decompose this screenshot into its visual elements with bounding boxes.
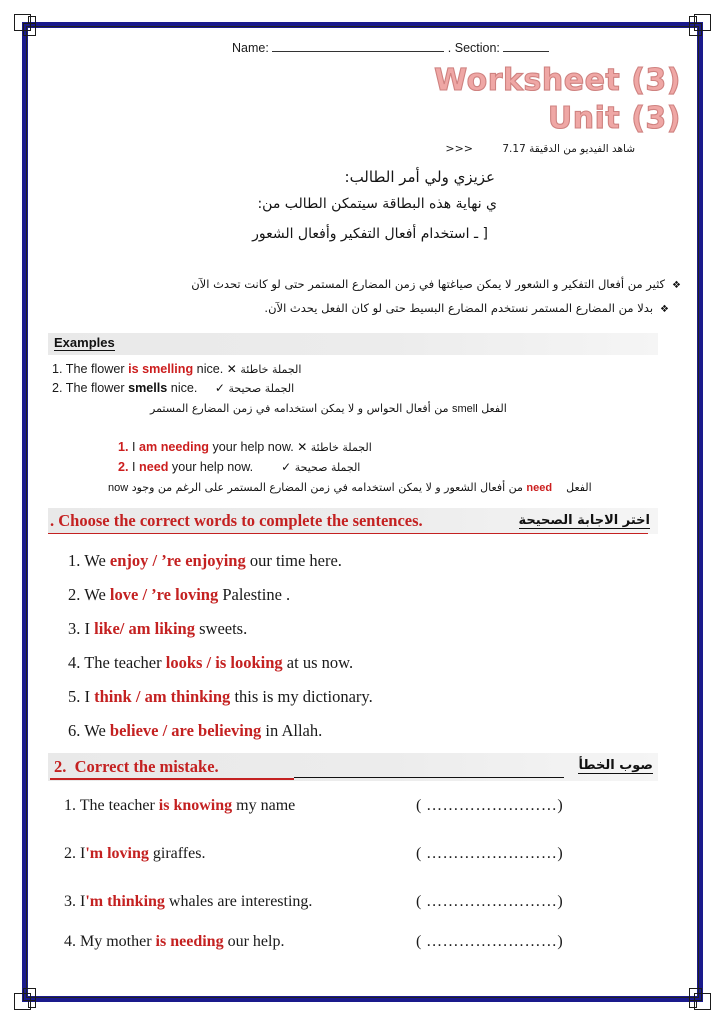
name-section-line bbox=[232, 41, 549, 55]
check-mark-icon: ✓ bbox=[214, 381, 225, 395]
list-item bbox=[81, 296, 681, 320]
section2-heading-text: Correct the mistake. bbox=[74, 757, 219, 776]
example-pre: I bbox=[132, 460, 140, 474]
question-number: 1. bbox=[68, 551, 81, 570]
question-number: 4. bbox=[64, 933, 76, 950]
question-number: 1. bbox=[64, 797, 76, 814]
example-post: your help now. bbox=[168, 460, 254, 474]
example-arabic-note: الجملة صحيحة bbox=[294, 461, 361, 474]
video-note-text: شاهد الفيديو من الدقيقة 7.17 bbox=[502, 143, 635, 155]
video-reference-note bbox=[445, 142, 635, 155]
example-pre: The flower bbox=[65, 381, 129, 395]
section2-number: 2. bbox=[54, 757, 67, 776]
question-pre: We bbox=[84, 721, 110, 740]
question-number: 3. bbox=[68, 619, 81, 638]
question-number: 5. bbox=[68, 687, 81, 706]
question-pre: The teacher bbox=[79, 797, 159, 814]
bullet-text: بدلا من المضارع المستمر نستخدم المضارع البسيط حتى لو كان الفعل يحدث الآن. bbox=[264, 301, 654, 316]
arrows-left-icon: <<< bbox=[445, 142, 474, 155]
explanation-verb: need bbox=[526, 482, 553, 494]
section1-heading-arabic: اختر الاجابة الصحيحة bbox=[518, 513, 650, 528]
example-verb: need bbox=[139, 460, 169, 474]
list-item bbox=[68, 721, 322, 741]
answer-choices[interactable]: believe / are believing bbox=[109, 721, 262, 740]
question-post: my name bbox=[232, 797, 296, 814]
cross-mark-icon: ✕ bbox=[226, 362, 237, 376]
title-line-unit: Unit (3) bbox=[547, 101, 681, 137]
example-pre: I bbox=[132, 440, 140, 454]
question-pre: The teacher bbox=[84, 653, 166, 672]
mistake-phrase[interactable]: 'm loving bbox=[85, 845, 149, 862]
list-item bbox=[81, 272, 681, 296]
section2-heading-english bbox=[54, 757, 219, 777]
example-arabic-note: الجملة خاطئة bbox=[310, 441, 372, 454]
question-pre: I bbox=[84, 619, 95, 638]
examples-heading-band bbox=[48, 333, 658, 355]
name-input-rule[interactable] bbox=[272, 51, 444, 52]
example-explanation-1 bbox=[150, 402, 507, 415]
question-number: 6. bbox=[68, 721, 81, 740]
list-item bbox=[64, 797, 295, 815]
explanation-prefix: الفعل bbox=[481, 402, 507, 415]
mistake-phrase[interactable]: is needing bbox=[155, 933, 224, 950]
worksheet-title bbox=[434, 62, 681, 139]
mistake-phrase[interactable]: 'm thinking bbox=[85, 893, 165, 910]
section2-underline-black bbox=[294, 777, 564, 778]
explanation-body: من أفعال الحواس و لا يمكن استخدامه في زمن المضارع المستمر bbox=[150, 402, 449, 415]
example-line-2 bbox=[52, 381, 294, 395]
question-post: Palestine . bbox=[218, 585, 291, 604]
question-number: 2. bbox=[68, 585, 81, 604]
question-pre: I bbox=[80, 845, 86, 862]
list-item bbox=[68, 551, 342, 571]
list-item bbox=[64, 933, 284, 951]
question-number: 2. bbox=[64, 845, 76, 862]
example-explanation-2 bbox=[108, 481, 592, 494]
title-line-worksheet: Worksheet (3) bbox=[434, 63, 681, 98]
question-post: our time here. bbox=[245, 551, 342, 570]
question-post: sweets. bbox=[194, 619, 248, 638]
name-label: Name: bbox=[232, 41, 269, 55]
bullet-text: كثير من أفعال التفكير و الشعور لا يمكن صياغتها في زمن المضارع المستمر حتى لو كانت تحدث الآن bbox=[191, 277, 666, 291]
list-item bbox=[68, 619, 247, 639]
objective-intro-line: ي نهاية هذه البطاقة سيتمكن الطالب من: bbox=[257, 196, 497, 212]
explanation-suffix: now bbox=[108, 482, 129, 494]
question-number: 4. bbox=[68, 653, 81, 672]
answer-choices[interactable]: looks / is looking bbox=[165, 653, 283, 672]
parent-greeting-line: عزيزي ولي أمر الطالب: bbox=[344, 168, 495, 186]
mistake-phrase[interactable]: is knowing bbox=[158, 797, 233, 814]
diamond-bullet-icon: ❖ bbox=[660, 304, 669, 316]
example-number: 2. bbox=[118, 460, 129, 474]
answer-blank[interactable]: ( ……………………) bbox=[416, 893, 564, 910]
example-verb: smells bbox=[128, 381, 168, 395]
arabic-bullet-list bbox=[81, 272, 681, 320]
question-post: at us now. bbox=[282, 653, 354, 672]
section1-underline bbox=[48, 533, 648, 534]
answer-blank[interactable]: ( ……………………) bbox=[416, 797, 564, 814]
answer-blank[interactable]: ( ……………………) bbox=[416, 933, 564, 950]
section-input-rule[interactable] bbox=[503, 51, 549, 52]
question-number: 3. bbox=[64, 893, 76, 910]
answer-choices[interactable]: like/ am liking bbox=[94, 619, 195, 638]
check-mark-icon: ✓ bbox=[281, 460, 292, 474]
example-number: 1. bbox=[118, 440, 129, 454]
list-item bbox=[68, 653, 353, 673]
question-pre: We bbox=[84, 551, 110, 570]
example-post: your help now. bbox=[209, 440, 294, 454]
explanation-body: من أفعال الشعور و لا يمكن استخدامه في زمن المضارع المستمر على الرغم من وجود bbox=[131, 481, 523, 494]
example-line-1 bbox=[52, 362, 301, 376]
example-number: 2. bbox=[52, 381, 63, 395]
examples-heading: Examples bbox=[54, 335, 115, 350]
answer-blank[interactable]: ( ……………………) bbox=[416, 845, 564, 862]
question-post: giraffes. bbox=[148, 845, 206, 862]
question-pre: We bbox=[84, 585, 110, 604]
question-pre: My mother bbox=[80, 933, 156, 950]
example-arabic-note: الجملة صحيحة bbox=[228, 382, 295, 395]
explanation-verb: smell bbox=[452, 403, 478, 415]
section2-heading-arabic: صوب الخطأ bbox=[578, 758, 653, 773]
answer-choices[interactable]: think / am thinking bbox=[94, 687, 231, 706]
example-post: nice. bbox=[167, 381, 198, 395]
objective-item-line: [ ـ استخدام أفعال التفكير وأفعال الشعور bbox=[252, 226, 488, 242]
list-item bbox=[68, 687, 373, 707]
example-verb: am needing bbox=[139, 440, 209, 454]
example-arabic-note: الجملة خاطئة bbox=[240, 363, 302, 376]
question-post: whales are interesting. bbox=[164, 893, 313, 910]
list-item bbox=[68, 585, 290, 605]
example-verb: is smelling bbox=[128, 362, 194, 376]
section-label: . Section: bbox=[447, 41, 500, 55]
question-post: in Allah. bbox=[261, 721, 323, 740]
section2-underline-red bbox=[50, 778, 294, 780]
explanation-prefix: الفعل bbox=[566, 481, 592, 494]
example-line-3 bbox=[118, 440, 372, 454]
example-post: nice. bbox=[193, 362, 224, 376]
list-item bbox=[64, 893, 312, 911]
list-item bbox=[64, 845, 205, 863]
example-line-4 bbox=[118, 460, 360, 474]
answer-choices[interactable]: love / ’re loving bbox=[109, 585, 219, 604]
question-pre: I bbox=[84, 687, 95, 706]
cross-mark-icon: ✕ bbox=[297, 440, 308, 454]
question-post: our help. bbox=[223, 933, 285, 950]
question-post: this is my dictionary. bbox=[230, 687, 373, 706]
section1-heading-english: . Choose the correct words to complete the sentences. bbox=[50, 511, 423, 530]
answer-choices[interactable]: enjoy / ’re enjoying bbox=[109, 551, 246, 570]
question-pre: I bbox=[80, 893, 86, 910]
example-pre: The flower bbox=[65, 362, 129, 376]
example-number: 1. bbox=[52, 362, 63, 376]
diamond-bullet-icon: ❖ bbox=[672, 280, 681, 291]
